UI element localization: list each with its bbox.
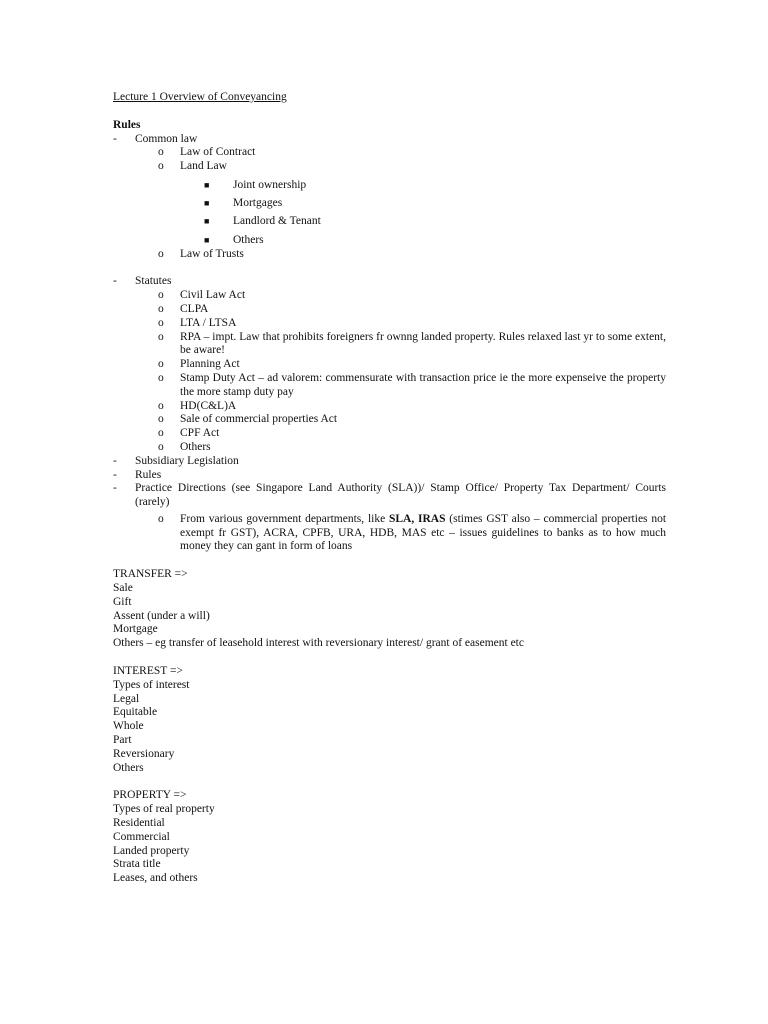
interest-item: Others (113, 761, 144, 774)
list-item-text: Mortgages (233, 196, 283, 209)
list-item (113, 317, 666, 331)
property-item: Landed property (113, 844, 190, 857)
circle-marker: o (158, 316, 164, 329)
rules-heading: Rules (113, 118, 141, 131)
list-item-text: Stamp Duty Act – ad valorem: commensurate with transaction price ie the more expenseive the property the more stamp duty pay (180, 371, 666, 398)
property-item: Types of real property (113, 803, 215, 816)
list-item (113, 372, 666, 400)
circle-marker: o (158, 358, 164, 371)
list-item-text: Joint ownership (233, 178, 307, 191)
practice-text-end: (stimes GST also – commercial properties not exempt fr GST), ACRA, CPFB, URA, HDB, MAS etc – issues guidelines to banks as to how much money they can gant in form of loans (180, 512, 667, 553)
list-item (113, 146, 666, 160)
list-item (113, 197, 666, 211)
list-item-subsidiary (113, 455, 666, 469)
list-item (113, 331, 666, 359)
interest-heading: INTEREST => (113, 665, 183, 678)
list-item (113, 513, 666, 554)
property-item: Strata title (113, 858, 161, 871)
circle-marker: o (158, 146, 164, 159)
list-item-common-law (113, 133, 666, 147)
transfer-heading: TRANSFER => (113, 568, 188, 581)
circle-marker: o (158, 427, 164, 440)
interest-item: Reversionary (113, 747, 175, 760)
list-item-text: Law of Trusts (180, 247, 244, 260)
dash-marker: - (113, 482, 117, 495)
transfer-item: Others – eg transfer of leasehold interest with reversionary interest/ grant of easement etc (113, 637, 524, 650)
list-item-text: Civil Law Act (180, 289, 246, 302)
circle-marker: o (158, 399, 164, 412)
spacer (113, 775, 666, 789)
document-title: Lecture 1 Overview of Conveyancing (113, 91, 287, 103)
list-item (113, 303, 666, 317)
dash-marker: - (113, 468, 117, 481)
property-item: Commercial (113, 830, 170, 843)
circle-marker: o (158, 247, 164, 260)
list-item (113, 441, 666, 455)
dash-marker: - (113, 454, 117, 467)
spacer (113, 554, 666, 568)
list-item-text: Land Law (180, 160, 227, 173)
property-item: Leases, and others (113, 872, 198, 885)
list-item (113, 400, 666, 414)
common-law-label: Common law (135, 132, 198, 145)
list-item-text: Sale of commercial properties Act (180, 413, 338, 426)
interest-item: Legal (113, 692, 140, 705)
list-item-text (180, 513, 666, 553)
interest-item: Whole (113, 720, 144, 733)
square-bullet-icon: ■ (204, 234, 210, 245)
circle-marker: o (158, 160, 164, 173)
document-page (113, 91, 666, 886)
list-item-text: Others (233, 233, 264, 246)
property-item: Residential (113, 817, 165, 830)
list-item-rules (113, 469, 666, 483)
list-item-text: HD(C&L)A (180, 399, 237, 412)
list-item (113, 413, 666, 427)
list-item (113, 248, 666, 262)
list-item-text: CLPA (180, 302, 209, 315)
list-item-practice-directions (113, 482, 666, 510)
spacer (113, 651, 666, 665)
list-item-text: RPA – impt. Law that prohibits foreigners fr ownng landed property. Rules relaxed last yr to some extent, be aware! (180, 330, 666, 357)
dash-marker: - (113, 275, 117, 288)
square-bullet-icon: ■ (204, 179, 210, 190)
list-item-text: CPF Act (180, 427, 220, 440)
transfer-item: Assent (under a will) (113, 609, 210, 622)
list-item (113, 160, 666, 174)
transfer-item: Sale (113, 582, 133, 595)
list-item-text: Subsidiary Legislation (135, 454, 239, 467)
circle-marker: o (158, 512, 164, 525)
practice-text-bold: SLA, IRAS (388, 512, 446, 525)
square-bullet-icon: ■ (204, 197, 210, 208)
list-item (113, 358, 666, 372)
interest-item: Part (113, 734, 132, 747)
interest-item: Equitable (113, 706, 158, 719)
circle-marker: o (158, 330, 164, 343)
list-item-text: Practice Directions (see Singapore Land Authority (SLA))/ Stamp Office/ Property Tax Department/ Courts (rarely) (135, 482, 666, 509)
list-item-text: Others (180, 440, 211, 453)
circle-marker: o (158, 302, 164, 315)
interest-item: Types of interest (113, 678, 190, 691)
list-item-text: Landlord & Tenant (233, 215, 321, 228)
statutes-label: Statutes (135, 275, 172, 288)
practice-text-start: From various government departments, like (180, 512, 389, 525)
property-heading: PROPERTY => (113, 789, 187, 802)
circle-marker: o (158, 289, 164, 302)
list-item-text: Planning Act (180, 358, 240, 371)
list-item (113, 427, 666, 441)
circle-marker: o (158, 440, 164, 453)
list-item (113, 289, 666, 303)
list-item (113, 234, 666, 248)
circle-marker: o (158, 413, 164, 426)
list-item-text: Rules (135, 468, 162, 481)
transfer-item: Mortgage (113, 623, 158, 636)
list-item-text: LTA / LTSA (180, 316, 237, 329)
list-item (113, 215, 666, 229)
dash-marker: - (113, 132, 117, 145)
list-item-statutes (113, 275, 666, 289)
circle-marker: o (158, 371, 164, 384)
spacer (113, 261, 666, 275)
transfer-item: Gift (113, 595, 132, 608)
list-item (113, 179, 666, 193)
square-bullet-icon: ■ (204, 216, 210, 227)
list-item-text: Law of Contract (180, 146, 256, 159)
